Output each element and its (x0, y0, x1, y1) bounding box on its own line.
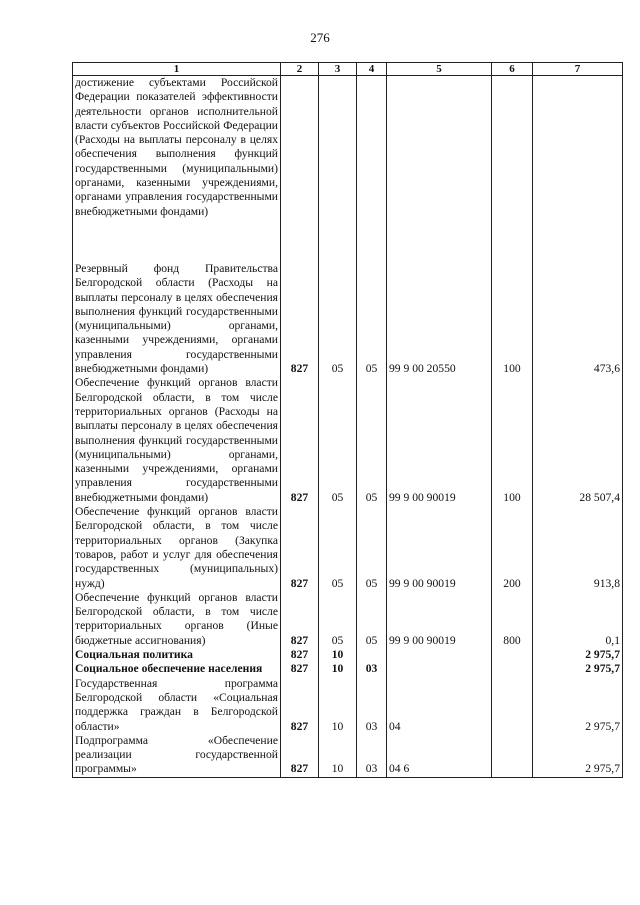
table-row (73, 591, 623, 648)
cell-amount: 28 507,4 (533, 376, 623, 505)
cell-admin-code: 827 (281, 734, 319, 777)
cell-expense-type: 800 (492, 591, 533, 648)
cell-amount: 473,6 (533, 262, 623, 376)
cell-section: 10 (319, 648, 357, 662)
cell-admin-code: 827 (281, 677, 319, 734)
cell-amount (533, 76, 623, 263)
cell-admin-code: 827 (281, 662, 319, 676)
cell-section: 05 (319, 505, 357, 591)
cell-expense-type: 200 (492, 505, 533, 591)
table-row (73, 648, 623, 662)
cell-section: 10 (319, 734, 357, 777)
table-header-row (73, 63, 623, 76)
cell-expense-type (492, 662, 533, 676)
cell-section: 10 (319, 662, 357, 676)
table-row (73, 376, 623, 505)
row-name: Обеспечение функций органов власти Белгородской области, в том числе территориальных органов (Расходы на выплаты персоналу в целях обеспечения выполнения функций государственными (муниципальными) органами, казенными учреждениями, органами управления государственными внебюджетными фондами) (73, 376, 281, 505)
table-row (73, 262, 623, 376)
table-row (73, 662, 623, 676)
cell-expense-type (492, 648, 533, 662)
column-header: 2 (281, 63, 319, 76)
cell-subsection: 03 (357, 662, 387, 676)
cell-section: 05 (319, 591, 357, 648)
column-header: 1 (73, 63, 281, 76)
cell-subsection: 05 (357, 262, 387, 376)
row-name: достижение субъектами Российской Федерации показателей эффективности деятельности органов исполнительной власти субъектов Российской Федерации (Расходы на выплаты персоналу в целях обеспечения выполнения функций государственными (муниципальными) органами, казенными учреждениями, органами управления государственными внебюджетными фондами) (73, 76, 281, 263)
row-name: Социальная политика (73, 648, 281, 662)
column-header: 7 (533, 63, 623, 76)
cell-amount: 2 975,7 (533, 648, 623, 662)
cell-amount: 2 975,7 (533, 662, 623, 676)
cell-target-article: 99 9 00 90019 (387, 376, 492, 505)
cell-target-article (387, 662, 492, 676)
cell-target-article: 99 9 00 20550 (387, 262, 492, 376)
row-name: Резервный фонд Правительства Белгородской области (Расходы на выплаты персоналу в целях обеспечения выполнения функций государственными (муниципальными) органами, казенными учреждениями, органами управления государственными внебюджетными фондами) (73, 262, 281, 376)
table-row (73, 677, 623, 734)
cell-amount: 2 975,7 (533, 734, 623, 777)
cell-subsection: 05 (357, 376, 387, 505)
cell-expense-type (492, 76, 533, 263)
cell-expense-type (492, 677, 533, 734)
cell-target-article: 04 (387, 677, 492, 734)
cell-admin-code: 827 (281, 376, 319, 505)
cell-subsection: 05 (357, 591, 387, 648)
table-row (73, 734, 623, 777)
cell-target-article: 04 6 (387, 734, 492, 777)
column-header: 4 (357, 63, 387, 76)
cell-expense-type (492, 734, 533, 777)
row-name: Социальное обеспечение населения (73, 662, 281, 676)
cell-amount: 0,1 (533, 591, 623, 648)
cell-amount: 913,8 (533, 505, 623, 591)
cell-section (319, 76, 357, 263)
row-name: Государственная программа Белгородской области «Социальная поддержка граждан в Белгородской области» (73, 677, 281, 734)
cell-admin-code (281, 76, 319, 263)
row-name: Обеспечение функций органов власти Белгородской области, в том числе территориальных органов (Закупка товаров, работ и услуг для обеспечения государственных (муниципальных) нужд) (73, 505, 281, 591)
page-number: 276 (310, 30, 330, 45)
column-header: 3 (319, 63, 357, 76)
cell-target-article (387, 648, 492, 662)
cell-expense-type: 100 (492, 376, 533, 505)
cell-expense-type: 100 (492, 262, 533, 376)
cell-subsection: 03 (357, 677, 387, 734)
cell-target-article: 99 9 00 90019 (387, 591, 492, 648)
column-header: 6 (492, 63, 533, 76)
cell-section: 05 (319, 376, 357, 505)
cell-admin-code: 827 (281, 505, 319, 591)
cell-target-article (387, 76, 492, 263)
cell-admin-code: 827 (281, 648, 319, 662)
row-name: Подпрограмма «Обеспечение реализации государственной программы» (73, 734, 281, 777)
cell-target-article: 99 9 00 90019 (387, 505, 492, 591)
cell-section: 05 (319, 262, 357, 376)
cell-subsection: 05 (357, 505, 387, 591)
cell-subsection: 03 (357, 734, 387, 777)
table-row (73, 76, 623, 263)
row-name: Обеспечение функций органов власти Белгородской области, в том числе территориальных органов (Иные бюджетные ассигнования) (73, 591, 281, 648)
cell-amount: 2 975,7 (533, 677, 623, 734)
budget-table (72, 62, 623, 778)
table-row (73, 505, 623, 591)
cell-subsection (357, 76, 387, 263)
cell-admin-code: 827 (281, 591, 319, 648)
cell-admin-code: 827 (281, 262, 319, 376)
cell-section: 10 (319, 677, 357, 734)
column-header: 5 (387, 63, 492, 76)
cell-subsection (357, 648, 387, 662)
